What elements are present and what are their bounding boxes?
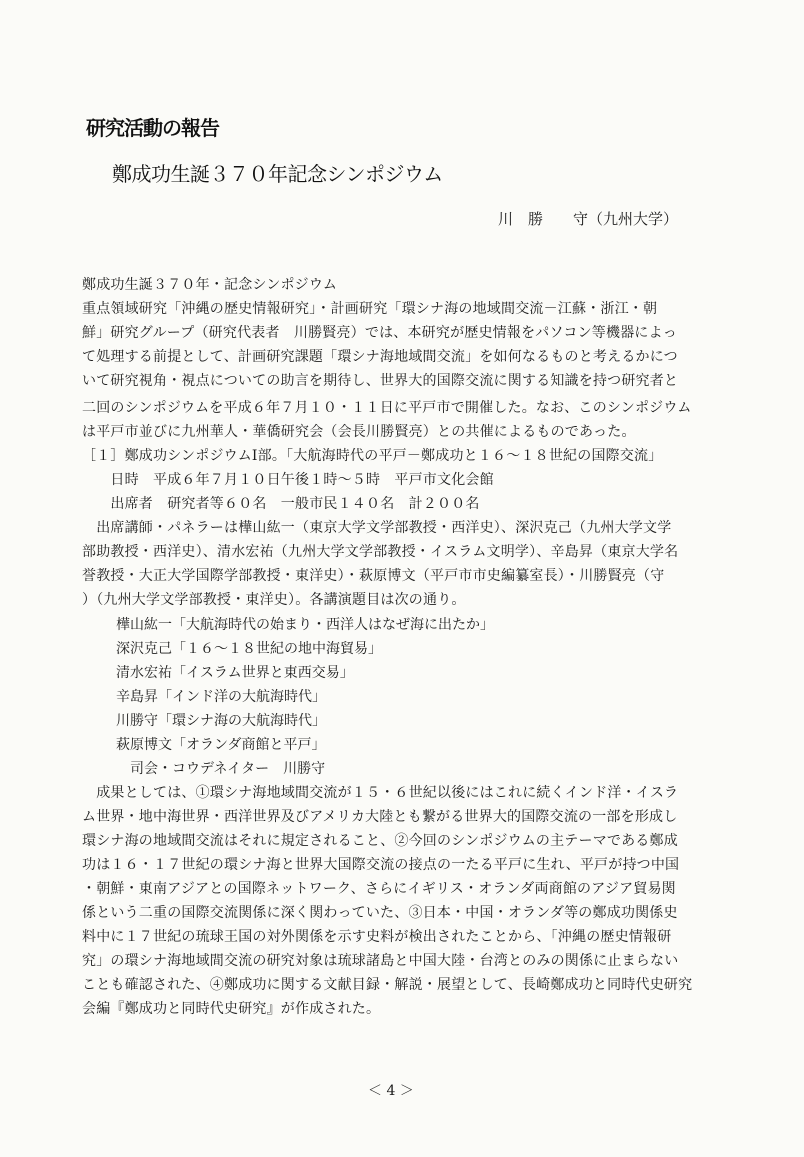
- intro-line: 誉教授・大正大学国際学部教授・東洋史）・萩原博文（平戸市市史編纂室長）・川勝賢亮（守: [82, 568, 665, 584]
- intro-line: は平戸市並びに九州華人・華僑研究会（会長川勝賢亮）との共催によるものであった。: [82, 424, 636, 440]
- results-line: 究」の環シナ海地域間交流の研究対象は琉球諸島と中国大陸・台湾とのみの関係に止まらない: [82, 953, 679, 969]
- results-line: 環シナ海の地域間交流はそれに規定されること、②今回のシンポジウムの主テーマである鄭成: [82, 833, 678, 849]
- date-line: 日時 平成６年７月１０日午後１時～５時 平戸市文化会館: [82, 472, 494, 488]
- lecture-item: 深沢克己「１６～１８世紀の地中海貿易」: [116, 641, 382, 657]
- symposium-part-line: ［１］鄭成功シンポジウムⅠ部。「大航海時代の平戸－鄭成功と１６～１８世紀の国際交流」: [82, 448, 663, 464]
- results-line: 会編『鄭成功と同時代史研究』が作成された。: [82, 1001, 381, 1017]
- intro-line: ）（九州大学文学部教授・東洋史）。各講演題目は次の通り。: [82, 592, 466, 608]
- results-line: 係という二重の国際交流関係に深く関わっていた、③日本・中国・オランダ等の鄭成功関係史: [82, 905, 678, 921]
- intro-line: 鮮」研究グループ（研究代表者 川勝賢亮）では、本研究が歴史情報をパソコン等機器によっ: [82, 325, 677, 341]
- results-line: 料中に１７世紀の琉球王国の対外関係を示す史料が検出されたことから、「沖縄の歴史情報研: [82, 929, 672, 945]
- lecture-item: 川勝守「環シナ海の大航海時代」: [116, 713, 326, 729]
- results-line: 功は１６・１７世紀の環シナ海と世界大国際交流の接点の一たる平戸に生れ、平戸が持つ中国: [82, 857, 680, 873]
- lecture-item: 萩原博文「オランダ商館と平戸」: [116, 737, 326, 753]
- lecture-item: 清水宏祐「イスラム世界と東西交易」: [116, 665, 354, 681]
- results-line: ・朝鮮・東南アジアとの国際ネットワーク、さらにイギリス・オランダ両商館のアジア貿易関: [82, 881, 676, 897]
- results-line: 成果としては、①環シナ海地域間交流が１５・６世紀以後にはこれに続くインド洋・イスラ: [82, 785, 679, 801]
- intro-line: 鄭成功生誕３７０年・記念シンポジウム: [82, 277, 338, 293]
- author-line: 川 勝 守（九州大学）: [498, 210, 679, 228]
- results-line: ム世界・地中海世界・西洋世界及びアメリカ大陸とも繋がる世界大的国際交流の一部を形成し: [82, 809, 678, 825]
- intro-line: 出席講師・パネラーは樺山紘一（東京大学文学部教授・西洋史）、深沢克己（九州大学文学: [82, 520, 672, 536]
- moderator-line: 司会・コウデネイター 川勝守: [116, 761, 326, 777]
- intro-line: 部助教授・西洋史）、清水宏祐（九州大学文学部教授・イスラム文明学）、辛島昇（東京大学名: [82, 544, 679, 560]
- intro-line: て処理する前提として、計画研究課題「環シナ海地域間交流」を如何なるものと考えるかにつ: [82, 349, 678, 365]
- results-line: ことも確認された、④鄭成功に関する文献目録・解説・展望として、長崎鄭成功と同時代史研究: [82, 977, 693, 993]
- lecture-item: 樺山紘一「大航海時代の始まり・西洋人はなぜ海に出たか」: [116, 617, 494, 633]
- report-title: 鄭成功生誕３７０年記念シンポジウム: [112, 162, 443, 186]
- intro-line: いて研究視角・視点についての助言を期待し、世界大的国際交流に関する知識を持つ研究者と: [82, 373, 679, 389]
- page-number: ＜ 4 ＞: [368, 1083, 414, 1099]
- intro-line: 重点領域研究「沖縄の歴史情報研究」・計画研究「環シナ海の地域間交流－江蘇・浙江・朝: [82, 301, 658, 317]
- lecture-item: 辛島昇「インド洋の大航海時代」: [116, 689, 326, 705]
- section-heading: 研究活動の報告: [86, 116, 219, 140]
- attendance-line: 出席者 研究者等６０名 一般市民１４０名 計２００名: [82, 496, 480, 512]
- intro-line: 二回のシンポジウムを平成６年７月１０・１１日に平戸市で開催した。なお、このシンポジウム: [82, 400, 692, 416]
